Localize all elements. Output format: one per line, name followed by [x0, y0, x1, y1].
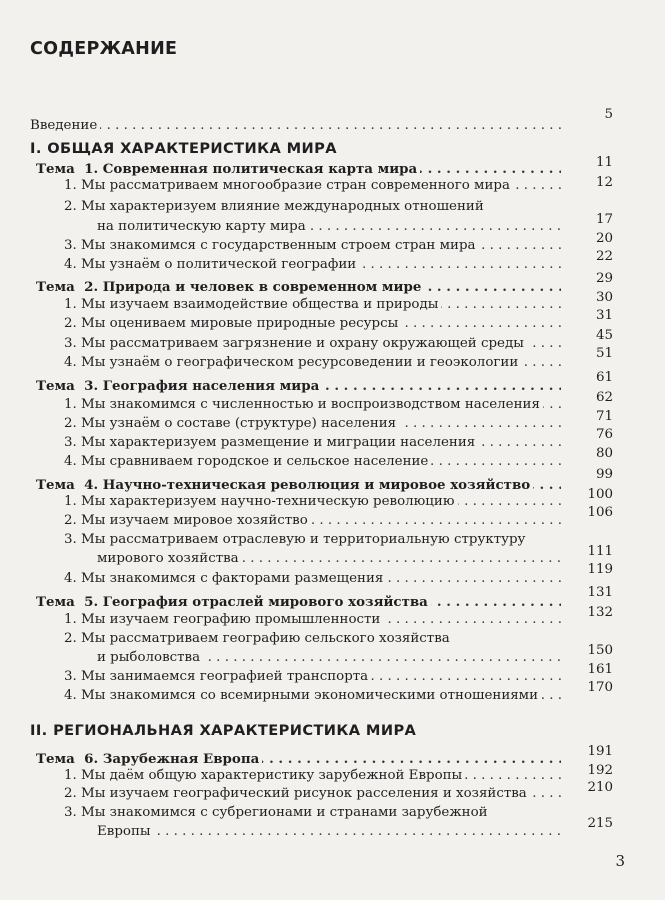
- toc-entry: [64, 394, 561, 415]
- toc-page-number: 5: [604, 107, 613, 122]
- topic-prefix: Тема: [36, 161, 75, 177]
- toc-entry-label: 4. Мы знакомимся со всемирными экономическими отношениями: [64, 688, 541, 703]
- topic-prefix: Тема: [36, 594, 75, 610]
- toc-entry-intro: [30, 115, 561, 136]
- toc-entry-label: и рыболовства: [97, 650, 203, 665]
- topic-title: 3. География населения мира: [84, 378, 320, 394]
- toc-page-number: 30: [595, 290, 613, 305]
- toc-entry: [64, 333, 561, 354]
- toc-page-number: 12: [595, 175, 613, 190]
- toc-entry: [97, 821, 561, 842]
- toc-entry: [64, 432, 561, 453]
- toc-entry-label: 1. Мы знакомимся с численностью и воспроизводством населения: [64, 397, 543, 412]
- toc-entry-label: 1. Мы даём общую характеристику зарубежной Европы: [64, 768, 465, 783]
- toc-page-number: 119: [587, 562, 613, 577]
- toc-page-number: 11: [595, 155, 613, 170]
- toc-page-number: 61: [595, 370, 613, 385]
- toc-entry-label: Введение: [30, 118, 100, 133]
- toc-page-number: 192: [587, 763, 613, 778]
- toc-entry: [64, 294, 561, 315]
- toc-entry-label: 1. Мы изучаем взаимодействие общества и природы: [64, 297, 441, 312]
- toc-page-number: 51: [595, 346, 613, 361]
- toc-page-number: 45: [595, 328, 613, 343]
- page-number: 3: [615, 852, 625, 870]
- toc-topic: [36, 475, 561, 496]
- toc-entry: [64, 413, 561, 434]
- toc-entry-label: на политическую карту мира: [97, 219, 309, 234]
- toc-page-number: 210: [587, 780, 613, 795]
- toc-page-number: 106: [587, 505, 613, 520]
- toc-entry-label: 4. Мы знакомимся с факторами размещения: [64, 571, 386, 586]
- toc-entry-label: 4. Мы узнаём о политической географии: [64, 257, 359, 272]
- toc-page-number: 76: [595, 427, 613, 442]
- toc-entry: [64, 313, 561, 334]
- toc-page-number: 22: [595, 249, 613, 264]
- toc-entry-label: мирового хозяйства: [97, 551, 242, 566]
- toc-entry: [64, 451, 561, 472]
- toc-entry: [64, 235, 561, 256]
- toc-page-number: 161: [587, 662, 613, 677]
- topic-title: 6. Зарубежная Европа: [84, 751, 260, 767]
- toc-entry: 2. Мы характеризуем влияние международных отношений: [64, 199, 484, 214]
- toc-entry-label: 2. Мы изучаем географический рисунок расселения и хозяйства: [64, 786, 530, 801]
- toc-page-number: 71: [595, 409, 613, 424]
- toc-entry: [97, 216, 561, 237]
- toc-entry-label: 3. Мы занимаемся географией транспорта: [64, 669, 371, 684]
- section-title: I. ОБЩАЯ ХАРАКТЕРИСТИКА МИРА: [30, 140, 337, 157]
- toc-entry-label: 2. Мы изучаем мировое хозяйство: [64, 513, 311, 528]
- toc-entry-label: Европы: [97, 824, 154, 839]
- topic-title: 5. География отраслей мирового хозяйства: [84, 594, 428, 610]
- toc-entry: [64, 254, 561, 275]
- toc-entry-label: 3. Мы рассматриваем загрязнение и охрану окружающей среды: [64, 336, 527, 351]
- toc-entry-label: 4. Мы сравниваем городское и сельское население: [64, 454, 431, 469]
- toc-page-number: 191: [587, 744, 613, 759]
- toc-entry: [64, 609, 561, 630]
- toc-entry: [64, 783, 561, 804]
- toc-entry-label: 1. Мы изучаем географию промышленности: [64, 612, 383, 627]
- toc-entry-label: 3. Мы знакомимся с государственным строем стран мира: [64, 238, 479, 253]
- toc-entry: [97, 647, 561, 668]
- toc-entry-label: 3. Мы характеризуем размещение и миграции населения: [64, 435, 478, 450]
- toc-page-number: 80: [595, 446, 613, 461]
- toc-entry: [64, 510, 561, 531]
- toc-entry-label: 1. Мы характеризуем научно-техническую революцию: [64, 494, 458, 509]
- toc-page-number: 31: [595, 308, 613, 323]
- toc-page-number: 170: [587, 680, 613, 695]
- toc-entry: 3. Мы рассматриваем отраслевую и территориальную структуру: [64, 532, 526, 547]
- toc-page-number: 17: [595, 212, 613, 227]
- toc-entry-label: 4. Мы узнаём о географическом ресурсоведении и геоэкологии: [64, 355, 521, 370]
- toc-heading: СОДЕРЖАНИЕ: [30, 39, 178, 59]
- toc-entry: [64, 666, 561, 687]
- topic-prefix: Тема: [36, 378, 75, 394]
- toc-page-number: 111: [587, 544, 613, 559]
- toc-page-number: 62: [595, 390, 613, 405]
- toc-entry: [64, 685, 561, 706]
- toc-entry: 2. Мы рассматриваем географию сельского хозяйства: [64, 631, 450, 646]
- toc-entry: [64, 352, 561, 373]
- toc-entry: [64, 175, 561, 196]
- toc-entry-label: 2. Мы оцениваем мировые природные ресурсы: [64, 316, 401, 331]
- toc-page-number: 132: [587, 605, 613, 620]
- topic-prefix: Тема: [36, 751, 75, 767]
- toc-entry-label: 2. Мы узнаём о составе (структуре) населения: [64, 416, 399, 431]
- toc-page-number: 99: [595, 467, 613, 482]
- topic-prefix: Тема: [36, 279, 75, 295]
- toc-entry: [97, 548, 561, 569]
- topic-title: 1. Современная политическая карта мира: [84, 161, 418, 177]
- toc-page-number: 29: [595, 271, 613, 286]
- toc-page-number: 215: [587, 816, 613, 831]
- toc-page-number: 150: [587, 643, 613, 658]
- toc-page-number: 100: [587, 487, 613, 502]
- toc-entry: 3. Мы знакомимся с субрегионами и странами зарубежной: [64, 805, 488, 820]
- topic-prefix: Тема: [36, 477, 75, 493]
- toc-page-number: 20: [595, 231, 613, 246]
- toc-entry: [64, 568, 561, 589]
- section-title: II. РЕГИОНАЛЬНАЯ ХАРАКТЕРИСТИКА МИРА: [30, 722, 417, 739]
- topic-title: 2. Природа и человек в современном мире: [84, 279, 422, 295]
- toc-entry-label: 1. Мы рассматриваем многообразие стран современного мира: [64, 178, 513, 193]
- toc-page-number: 131: [587, 585, 613, 600]
- topic-title: 4. Научно-техническая революция и мировое хозяйство: [84, 477, 531, 493]
- toc-entry: [64, 491, 561, 512]
